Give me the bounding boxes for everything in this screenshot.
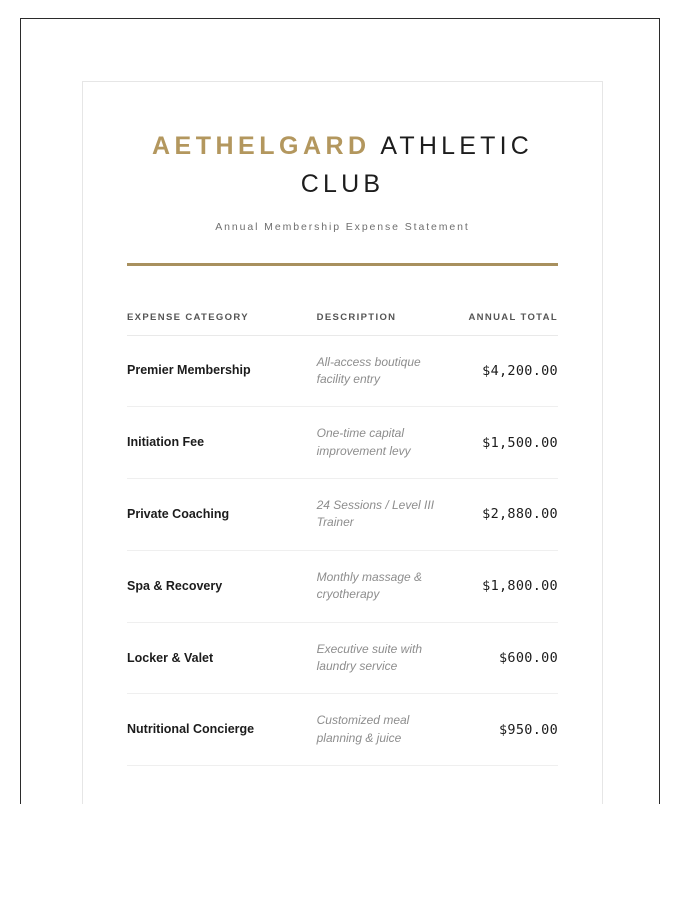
column-header-expense-category: EXPENSE CATEGORY [127, 312, 317, 336]
table-row [127, 335, 558, 407]
table-header [127, 312, 558, 336]
cell-annual-total: $950.00 [446, 694, 558, 766]
table-row [127, 479, 558, 551]
cell-description: 24 Sessions / Level III Trainer [317, 479, 446, 551]
cell-description: All-access boutique facility entry [317, 335, 446, 407]
cell-expense-category: Premier Membership [127, 335, 317, 407]
table-row [127, 694, 558, 766]
table-row [127, 550, 558, 622]
brand-name-rest: ATHLETIC CLUB [300, 132, 533, 198]
statement-card [82, 81, 603, 804]
cell-expense-category: Nutritional Concierge [127, 694, 317, 766]
cell-description: Customized meal planning & juice [317, 694, 446, 766]
brand-name-gold: AETHELGARD [152, 132, 371, 160]
cell-description: One-time capital improvement levy [317, 407, 446, 479]
cell-annual-total: $4,200.00 [446, 335, 558, 407]
cell-annual-total: $600.00 [446, 622, 558, 694]
expense-table [127, 312, 558, 767]
cell-annual-total: $1,800.00 [446, 550, 558, 622]
column-header-description: DESCRIPTION [317, 312, 446, 336]
cell-expense-category: Locker & Valet [127, 622, 317, 694]
table-header-row [127, 312, 558, 336]
column-header-annual-total: ANNUAL TOTAL [446, 312, 558, 336]
page-frame [20, 18, 660, 804]
table-body [127, 335, 558, 766]
table-row [127, 407, 558, 479]
cell-description: Executive suite with laundry service [317, 622, 446, 694]
statement-body [83, 82, 602, 766]
cell-expense-category: Initiation Fee [127, 407, 317, 479]
cell-expense-category: Private Coaching [127, 479, 317, 551]
cell-description: Monthly massage & cryotherapy [317, 550, 446, 622]
gold-divider [127, 263, 558, 266]
statement-subtitle: Annual Membership Expense Statement [215, 221, 470, 233]
table-row [127, 622, 558, 694]
page-title [127, 127, 558, 203]
cell-expense-category: Spa & Recovery [127, 550, 317, 622]
cell-annual-total: $2,880.00 [446, 479, 558, 551]
cell-annual-total: $1,500.00 [446, 407, 558, 479]
